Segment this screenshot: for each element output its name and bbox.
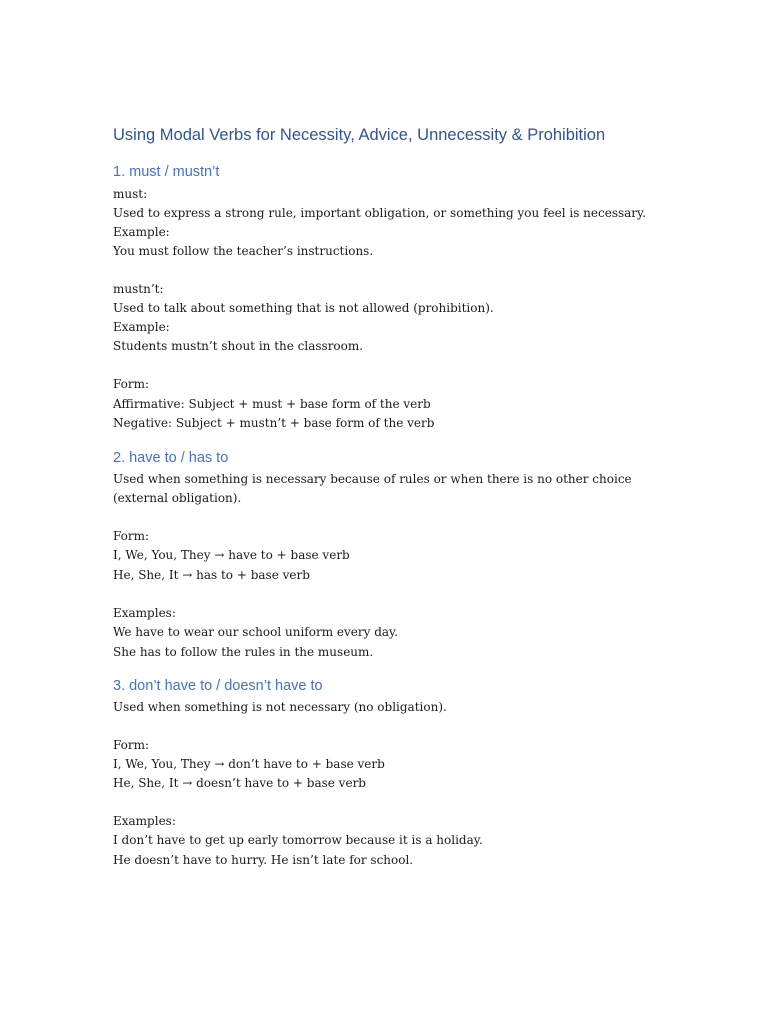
body-line: mustn’t: xyxy=(113,282,164,296)
body-line: We have to wear our school uniform every day. xyxy=(113,625,399,639)
body-line: Examples: xyxy=(113,814,176,828)
body-line: He, She, It → has to + base verb xyxy=(113,568,310,582)
body-line: Example: xyxy=(113,225,170,239)
body-line: Affirmative: Subject + must + base form of the verb xyxy=(113,397,431,411)
body-line: Used when something is not necessary (no obligation). xyxy=(113,700,447,714)
body-line: must: xyxy=(113,187,148,201)
section-heading-dont-have-to: 3. don’t have to / doesn’t have to xyxy=(113,678,323,694)
body-line: I don’t have to get up early tomorrow because it is a holiday. xyxy=(113,833,483,847)
body-line: Form: xyxy=(113,738,150,752)
section-heading-must: 1. must / mustn’t xyxy=(113,164,220,180)
body-line: Used when something is necessary because of rules or when there is no other choice xyxy=(113,472,632,486)
body-line: Students mustn’t shout in the classroom. xyxy=(113,339,364,353)
body-line: Form: xyxy=(113,377,150,391)
body-line: I, We, You, They → have to + base verb xyxy=(113,548,350,562)
body-line: Used to talk about something that is not allowed (prohibition). xyxy=(113,301,494,315)
body-line: Used to express a strong rule, important obligation, or something you feel is necessary. xyxy=(113,206,647,220)
body-line: You must follow the teacher’s instructions. xyxy=(113,244,374,258)
body-line: Negative: Subject + mustn’t + base form of the verb xyxy=(113,416,435,430)
body-line: Example: xyxy=(113,320,170,334)
body-line: He, She, It → doesn’t have to + base verb xyxy=(113,776,366,790)
body-line: (external obligation). xyxy=(113,491,242,505)
document-title: Using Modal Verbs for Necessity, Advice, Unnecessity & Prohibition xyxy=(113,126,606,144)
body-line: She has to follow the rules in the museum. xyxy=(113,645,374,659)
body-line: I, We, You, They → don’t have to + base verb xyxy=(113,757,385,771)
body-line: He doesn’t have to hurry. He isn’t late for school. xyxy=(113,853,414,867)
section-heading-have-to: 2. have to / has to xyxy=(113,450,229,466)
body-line: Form: xyxy=(113,529,150,543)
body-line: Examples: xyxy=(113,606,176,620)
